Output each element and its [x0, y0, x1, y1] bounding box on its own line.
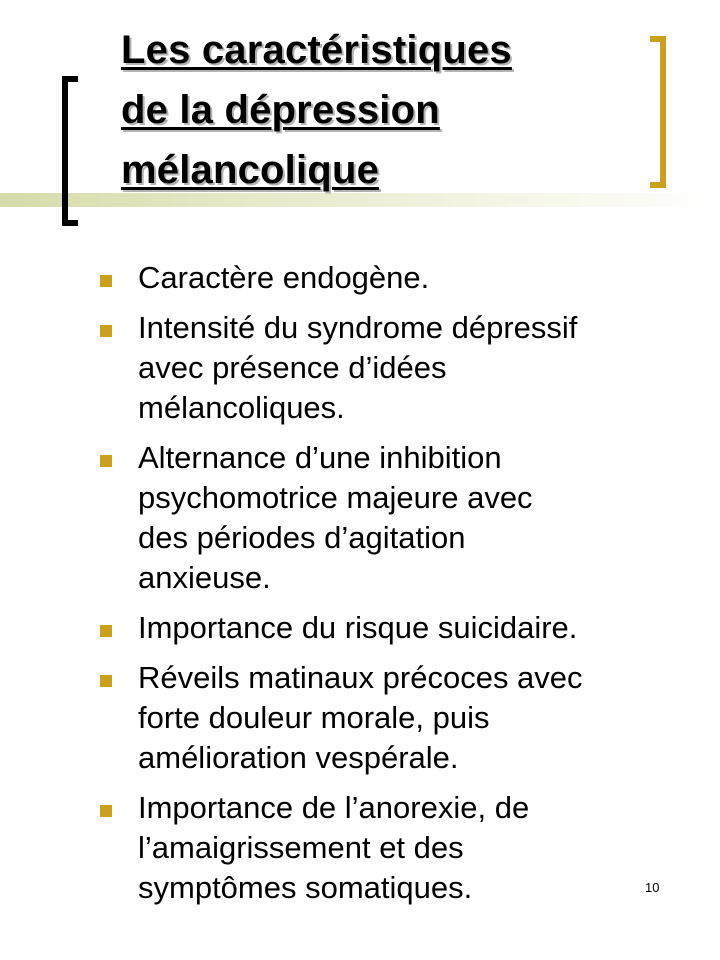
bullet-line: Intensité du syndrome dépressif [138, 310, 578, 345]
bullet-line: Caractère endogène. [138, 260, 430, 295]
bullet-text [138, 788, 692, 908]
bullet-line: l’amaigrissement et des [138, 830, 464, 865]
title-line: de la dépression [121, 88, 440, 132]
bullet-line: Importance du risque suicidaire. [138, 610, 578, 645]
bullet-item [92, 788, 692, 908]
bullet-line: mélancoliques. [138, 390, 345, 425]
bullet-text [138, 308, 692, 428]
bullet-text [138, 608, 692, 648]
slide-title [121, 20, 641, 200]
right-bracket-decoration [650, 36, 666, 188]
bullet-line: Alternance d’une inhibition [138, 440, 502, 475]
bullet-item [92, 608, 692, 648]
page-number: 10 [645, 880, 660, 895]
bullet-item [92, 658, 692, 778]
left-bracket-decoration [62, 76, 78, 226]
bullet-item [92, 438, 692, 598]
square-bullet-icon [100, 675, 112, 687]
bullet-text [138, 258, 692, 298]
bullet-text [138, 438, 692, 598]
bullet-line: forte douleur morale, puis [138, 700, 490, 735]
square-bullet-icon [100, 275, 112, 287]
bullet-line: anxieuse. [138, 560, 271, 595]
bullet-text [138, 658, 692, 778]
square-bullet-icon [100, 625, 112, 637]
bullet-line: Importance de l’anorexie, de [138, 790, 530, 825]
title-line: mélancolique [121, 148, 380, 192]
square-bullet-icon [100, 325, 112, 337]
bullet-item [92, 308, 692, 428]
bullet-line: Réveils matinaux précoces avec [138, 660, 583, 695]
bullet-item [92, 258, 692, 298]
title-line: Les caractéristiques [121, 28, 512, 72]
bullet-line: avec présence d’idées [138, 350, 447, 385]
bullet-line: psychomotrice majeure avec [138, 480, 533, 515]
bullet-list [92, 258, 692, 918]
square-bullet-icon [100, 455, 112, 467]
square-bullet-icon [100, 805, 112, 817]
bullet-line: symptômes somatiques. [138, 870, 473, 905]
bullet-line: des périodes d’agitation [138, 520, 466, 555]
bullet-line: amélioration vespérale. [138, 740, 459, 775]
